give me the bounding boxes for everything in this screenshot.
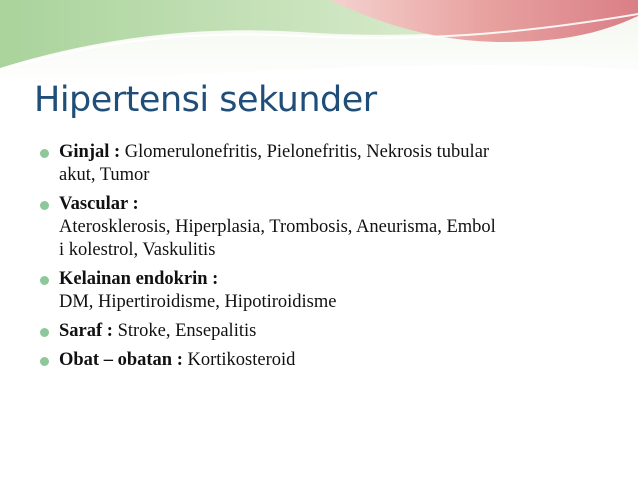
- bullet-text: Kortikosteroid: [182, 350, 296, 370]
- bullet-heading: Vascular :: [59, 194, 139, 214]
- bullet-item-endokrin: [40, 268, 620, 314]
- bullet-item-obat: [40, 349, 620, 372]
- bullet-dot-icon: [40, 357, 49, 366]
- bullet-heading: Obat – obatan :: [59, 350, 183, 370]
- bullet-text: Glomerulonefritis, Pielonefritis, Nekrosis tubular: [120, 142, 490, 162]
- bullet-line: [59, 349, 620, 372]
- bullet-item-saraf: [40, 320, 620, 343]
- bullet-line: DM, Hipertiroidisme, Hipotiroidisme: [59, 292, 337, 312]
- bullet-heading: Kelainan endokrin :: [59, 269, 219, 289]
- slide-title: Hipertensi sekunder: [34, 80, 377, 120]
- bullet-heading: Saraf :: [59, 321, 113, 341]
- bullet-line: [59, 268, 620, 291]
- bullet-list: [40, 141, 620, 378]
- bullet-text: Stroke, Ensepalitis: [112, 321, 257, 341]
- bullet-line: Aterosklerosis, Hiperplasia, Trombosis, Aneurisma, Embol: [59, 217, 496, 237]
- bullet-item-ginjal: [40, 141, 620, 187]
- bullet-dot-icon: [40, 149, 49, 158]
- bullet-dot-icon: [40, 328, 49, 337]
- bullet-item-vascular: [40, 193, 620, 262]
- bullet-line: i kolestrol, Vaskulitis: [59, 240, 216, 260]
- bullet-heading: Ginjal :: [59, 142, 121, 162]
- bullet-line: [59, 141, 620, 164]
- bullet-line: akut, Tumor: [59, 165, 150, 185]
- bullet-line: [59, 320, 620, 343]
- bullet-dot-icon: [40, 201, 49, 210]
- bullet-dot-icon: [40, 276, 49, 285]
- bullet-line: [59, 193, 620, 216]
